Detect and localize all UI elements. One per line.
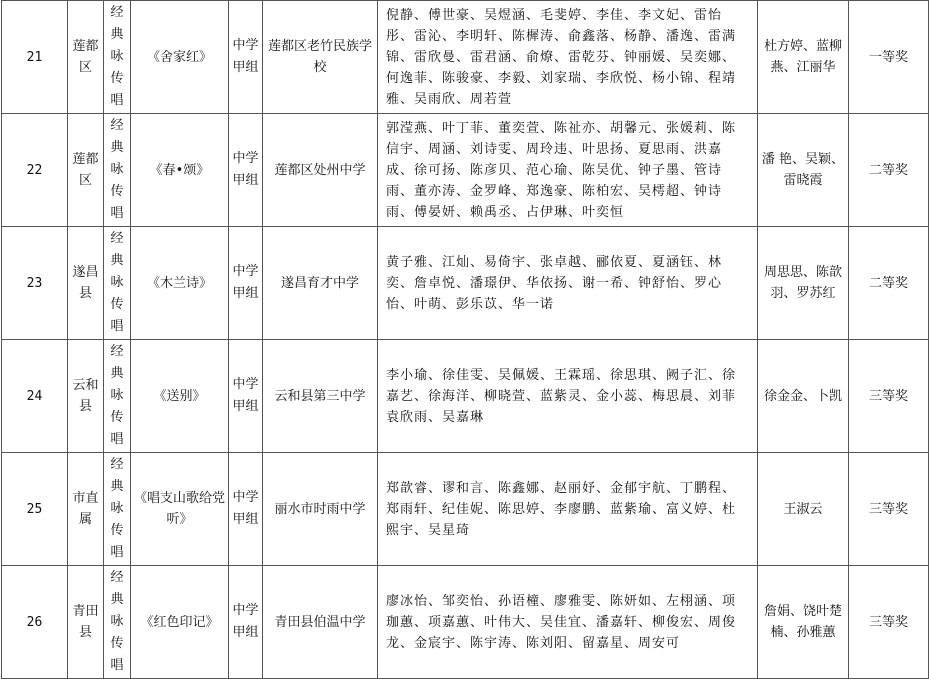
award-cell: 三等奖 <box>849 340 929 453</box>
teachers-cell: 徐金金、卜凯 <box>758 340 849 453</box>
region-cell: 遂昌县 <box>68 227 104 340</box>
row-number: 25 <box>2 453 68 566</box>
teachers-cell: 王淑云 <box>758 453 849 566</box>
award-cell: 三等奖 <box>849 566 929 679</box>
title-cell: 《送别》 <box>131 340 229 453</box>
category-cell: 经典咏传唱 <box>104 453 131 566</box>
teachers-cell: 杜方婷、蓝柳燕、江丽华 <box>758 1 849 114</box>
group-cell: 中学甲组 <box>229 227 263 340</box>
award-cell: 一等奖 <box>849 1 929 114</box>
school-cell: 莲都区老竹民族学校 <box>263 1 378 114</box>
table-row <box>2 453 929 566</box>
award-cell: 三等奖 <box>849 453 929 566</box>
category-cell: 经典咏传唱 <box>104 566 131 679</box>
school-cell: 云和县第三中学 <box>263 340 378 453</box>
region-cell: 云和县 <box>68 340 104 453</box>
region-cell: 青田县 <box>68 566 104 679</box>
region-cell: 市直属 <box>68 453 104 566</box>
title-cell: 《红色印记》 <box>131 566 229 679</box>
row-number: 24 <box>2 340 68 453</box>
title-cell: 《春•颂》 <box>131 114 229 227</box>
participants-cell: 黄子雅、江灿、易倚宇、张卓越、郦依夏、夏涵钰、林奕、詹卓悦、潘璟伊、华依扬、谢一希、钟舒怡、罗心怡、叶萌、彭乐苡、华一诺 <box>378 227 758 340</box>
title-cell: 《木兰诗》 <box>131 227 229 340</box>
group-cell: 中学甲组 <box>229 114 263 227</box>
category-cell: 经典咏传唱 <box>104 1 131 114</box>
school-cell: 青田县伯温中学 <box>263 566 378 679</box>
category-cell: 经典咏传唱 <box>104 114 131 227</box>
award-cell: 二等奖 <box>849 114 929 227</box>
table-row <box>2 114 929 227</box>
category-cell: 经典咏传唱 <box>104 227 131 340</box>
title-cell: 《舍家红》 <box>131 1 229 114</box>
table-row <box>2 1 929 114</box>
group-cell: 中学甲组 <box>229 453 263 566</box>
participants-cell: 廖冰怡、邹奕怡、孙语橦、廖雅雯、陈妍如、左栩涵、项珈蕙、项嘉蕙、叶伟大、吴佳宜、潘嘉轩、柳俊宏、周俊龙、金宸宇、陈宇涛、陈刘阳、留嘉星、周安可 <box>378 566 758 679</box>
group-cell: 中学甲组 <box>229 340 263 453</box>
teachers-cell: 詹娟、饶叶楚楠、孙雅蕙 <box>758 566 849 679</box>
school-cell: 莲都区处州中学 <box>263 114 378 227</box>
award-cell: 二等奖 <box>849 227 929 340</box>
table-row <box>2 340 929 453</box>
row-number: 22 <box>2 114 68 227</box>
participants-cell: 郑歆睿、谬和言、陈鑫娜、赵丽妤、金郁宇航、丁鹏程、郑雨轩、纪佳妮、陈思婷、李廖鹏、蓝紫瑜、富义婷、杜熙宇、吴星琦 <box>378 453 758 566</box>
participants-cell: 倪静、傅世豪、吴煜涵、毛斐婷、李佳、李文妃、雷怡彤、雷沁、李明轩、陈樨涛、俞鑫落、杨静、潘逸、雷满锦、雷欣曼、雷君涵、俞燎、雷乾芬、钟丽媛、吴奕娜、何逸菲、陈骏豪、李毅、刘家瑞、李欣悦、杨小锦、程靖雅、吴雨欣、周若萱 <box>378 1 758 114</box>
group-cell: 中学甲组 <box>229 1 263 114</box>
teachers-cell: 周思思、陈歆羽、罗苏红 <box>758 227 849 340</box>
participants-cell: 郭滢燕、叶丁菲、董奕萱、陈祉亦、胡馨元、张媛莉、陈信宇、周涵、刘诗雯、周玲违、叶思扬、夏思雨、洪嘉成、徐可扬、陈彦贝、范心瑜、陈吴优、钟子墨、管诗雨、董亦涛、金罗峰、郑逸豪、陈柏宏、吴樗超、钟诗雨、傅晏妍、赖禹丞、占伊琳、叶奕恒 <box>378 114 758 227</box>
table-row <box>2 566 929 679</box>
row-number: 21 <box>2 1 68 114</box>
row-number: 26 <box>2 566 68 679</box>
region-cell: 莲都区 <box>68 114 104 227</box>
title-cell: 《唱支山歌给党听》 <box>131 453 229 566</box>
category-cell: 经典咏传唱 <box>104 340 131 453</box>
school-cell: 丽水市时雨中学 <box>263 453 378 566</box>
award-table <box>1 0 929 679</box>
teachers-cell: 潘 艳、吴颖、雷晓霞 <box>758 114 849 227</box>
region-cell: 莲都区 <box>68 1 104 114</box>
group-cell: 中学甲组 <box>229 566 263 679</box>
row-number: 23 <box>2 227 68 340</box>
school-cell: 遂昌育才中学 <box>263 227 378 340</box>
table-row <box>2 227 929 340</box>
participants-cell: 李小瑜、徐佳雯、吴佩媛、王霖瑶、徐思琪、阙子汇、徐嘉艺、徐海洋、柳晓萱、蓝紫灵、金小蕊、梅思晨、刘菲袁欣雨、吴嘉琳 <box>378 340 758 453</box>
